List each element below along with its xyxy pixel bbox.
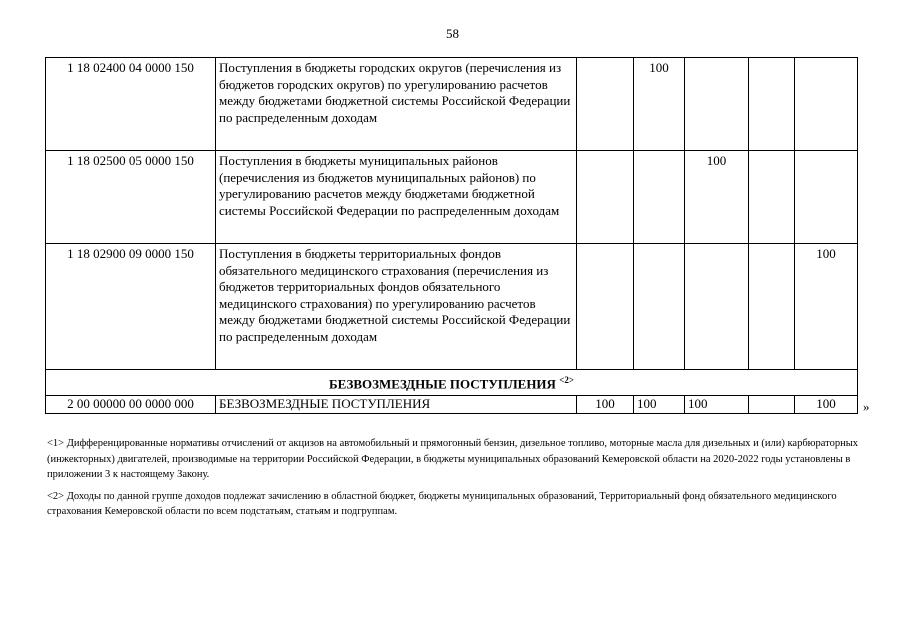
value-cell: 100 xyxy=(685,395,749,413)
value-cell xyxy=(749,395,795,413)
value-cell xyxy=(577,58,634,151)
value-cell: 100 xyxy=(685,151,749,244)
table-row xyxy=(46,151,858,244)
closing-quote: » xyxy=(863,399,870,414)
section-header xyxy=(46,370,858,396)
section-header-row xyxy=(46,370,858,396)
footnotes xyxy=(47,436,865,526)
footnote-ref: <2> xyxy=(559,375,574,385)
description-cell: Поступления в бюджеты городских округов (перечисления из бюджетов городских округов) по урегулированию расчетов между бюджетами бюджетной системы Российской Федерации по распределенным доходам xyxy=(216,58,577,151)
value-cell: 100 xyxy=(634,58,685,151)
value-cell xyxy=(577,244,634,370)
value-cell xyxy=(577,151,634,244)
description-cell: Поступления в бюджеты муниципальных районов (перечисления из бюджетов муниципальных районов) по урегулированию расчетов между бюджетами бюджетной системы Российской Федерации по распределенным доходам xyxy=(216,151,577,244)
revenue-normatives-table xyxy=(45,57,858,414)
value-cell: 100 xyxy=(634,395,685,413)
value-cell xyxy=(685,58,749,151)
value-cell: 100 xyxy=(577,395,634,413)
footnote-2: <2> Доходы по данной группе доходов подлежат зачислению в областной бюджет, бюджеты муниципальных образований, Территориальный фонд обязательного медицинского страхования Кемеровской области по всем подстатьям, статьям и подгруппам. xyxy=(47,490,837,517)
value-cell xyxy=(685,244,749,370)
table-row xyxy=(46,58,858,151)
section-title: БЕЗВОЗМЕЗДНЫЕ ПОСТУПЛЕНИЯ xyxy=(329,376,556,392)
value-cell xyxy=(634,151,685,244)
value-cell xyxy=(634,244,685,370)
budget-code-cell: 1 18 02400 04 0000 150 xyxy=(46,58,216,151)
value-cell xyxy=(749,244,795,370)
table-row xyxy=(46,244,858,370)
budget-code-cell: 2 00 00000 00 0000 000 xyxy=(46,395,216,413)
value-cell xyxy=(795,58,858,151)
page-number: 58 xyxy=(446,26,459,41)
footnote-1: <1> Дифференцированные нормативы отчислений от акцизов на автомобильный и прямогонный бензин, дизельное топливо, моторные масла для дизельных и (или) карбюраторных (инжекторных) двигателей, производимые на территории Российской Федерации, в бюджеты муниципальных образований Кемеровской области на 2020-2022 годы установлены в приложении 3 к настоящему Закону. xyxy=(47,438,859,480)
value-cell: 100 xyxy=(795,244,858,370)
value-cell xyxy=(749,151,795,244)
budget-code-cell: 1 18 02500 05 0000 150 xyxy=(46,151,216,244)
value-cell xyxy=(749,58,795,151)
budget-code-cell: 1 18 02900 09 0000 150 xyxy=(46,244,216,370)
description-cell: БЕЗВОЗМЕЗДНЫЕ ПОСТУПЛЕНИЯ xyxy=(216,395,577,413)
description-cell: Поступления в бюджеты территориальных фондов обязательного медицинского страхования (перечисления из бюджетов территориальных фондов обязательного медицинского страхования) по урегулированию расчетов между бюджетами бюджетной системы Российской Федерации по распределенным доходам xyxy=(216,244,577,370)
value-cell: 100 xyxy=(795,395,858,413)
value-cell xyxy=(795,151,858,244)
table-row xyxy=(46,395,858,413)
